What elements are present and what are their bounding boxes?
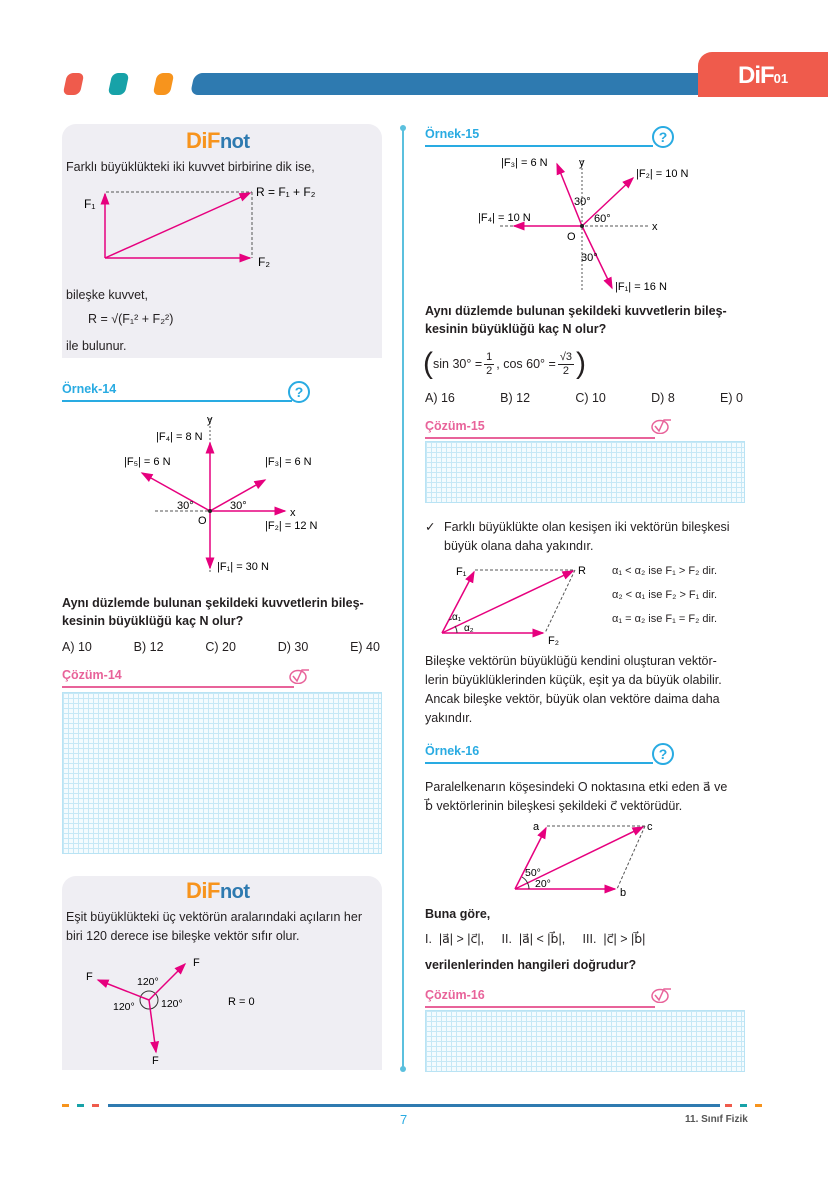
svg-text:F₂: F₂ [548, 635, 559, 647]
svg-text:|F₂| = 10 N: |F₂| = 10 N [636, 168, 689, 180]
three-vectors-diagram [62, 948, 382, 1070]
column-divider [402, 128, 404, 1070]
header-pill-teal [108, 73, 130, 95]
svg-text:|F₄| = 10 N: |F₄| = 10 N [478, 212, 531, 224]
cozum-14-underline [62, 686, 294, 688]
ornek-16-parallelogram-diagram [505, 816, 675, 900]
svg-text:|F₂| = 12 N: |F₂| = 12 N [265, 520, 318, 532]
footer-dash-red-right [725, 1104, 732, 1107]
brand-logo: DiF01 [738, 62, 789, 89]
option-d[interactable]: D) 30 [277, 640, 309, 654]
difnot-logo-2: DiFnot [186, 878, 250, 903]
svg-text:120°: 120° [113, 1001, 135, 1013]
footer-dash-teal [77, 1104, 84, 1107]
svg-text:b: b [620, 887, 627, 899]
footer-dash-orange-right [755, 1104, 762, 1107]
info-bullet-l2: büyük olana daha yakındır. [444, 539, 594, 553]
note2-text-l2: biri 120 derece ise bileşke vektör sıfır olur. [66, 929, 300, 943]
svg-text:|F₁| = 16 N: |F₁| = 16 N [615, 281, 667, 293]
svg-text:30°: 30° [177, 500, 194, 512]
ornek-14-question-l2: kesinin büyüklüğü kaç N olur? [62, 614, 244, 628]
svg-text:R = 0: R = 0 [228, 996, 255, 1008]
rule-1: α₁ < α₂ ise F₁ > F₂ dir. [612, 565, 718, 577]
svg-text:120°: 120° [161, 998, 183, 1010]
cozum-15-title: Çözüm-15 [425, 419, 485, 433]
option-e[interactable]: E) 0 [720, 391, 743, 405]
difnot-logo: DiFnot [186, 128, 250, 153]
svg-text:|F₁| = 30 N: |F₁| = 30 N [217, 561, 269, 573]
note2-text-l1: Eşit büyüklükteki üç vektörün aralarındaki açıların her [66, 910, 362, 924]
info-para-l3: Ancak bileşke vektör, büyük olan vektöre daima daha [425, 692, 720, 706]
svg-text:F: F [152, 1055, 159, 1067]
ornek-16-text-l1: Paralelkenarın köşesindeki O noktasına etki eden a⃗ ve [425, 780, 728, 794]
check-mark: ✓ [425, 520, 436, 534]
svg-text:50°: 50° [525, 867, 541, 879]
ornek-14-question-l1: Aynı düzlemde bulunan şekildeki kuvvetlerin bileş- [62, 596, 364, 610]
ornek-14-title: Örnek-14 [62, 382, 117, 396]
svg-text:O: O [567, 231, 576, 243]
svg-text:F: F [86, 971, 93, 983]
ornek-16-question: verilenlerinden hangileri doğrudur? [425, 958, 637, 972]
svg-text:x: x [652, 221, 658, 233]
svg-text:|F₃| = 6 N: |F₃| = 6 N [265, 456, 312, 468]
header-pill-red [63, 73, 85, 95]
svg-text:F: F [193, 957, 200, 969]
svg-text:O: O [198, 515, 207, 527]
footer-dash-teal-right [740, 1104, 747, 1107]
svg-text:y: y [579, 157, 585, 169]
cozum-16-underline [425, 1006, 655, 1008]
option-b[interactable]: B) 12 [500, 391, 531, 405]
cozum-16-title: Çözüm-16 [425, 988, 485, 1002]
svg-text:y: y [207, 414, 213, 426]
question-icon: ? [652, 743, 674, 765]
checkmark-icon [650, 987, 672, 1003]
svg-text:30°: 30° [574, 196, 591, 208]
buna-gore: Buna göre, [425, 907, 491, 921]
ornek-15-options [425, 391, 743, 405]
rule-2: α₂ < α₁ ise F₂ > F₁ dir. [612, 589, 718, 601]
checkmark-icon [288, 668, 310, 684]
ornek-14-force-diagram [100, 408, 340, 578]
svg-text:F₂: F₂ [258, 255, 270, 269]
info-para-l2: lerin büyüklüklerinden küçük, eşit ya da büyük olabilir. [425, 673, 722, 687]
svg-text:R: R [578, 565, 586, 577]
header-bar [190, 73, 755, 95]
divider-dot-top [400, 125, 406, 131]
option-d[interactable]: D) 8 [651, 391, 675, 405]
note1-line2: ile bulunur. [66, 339, 127, 353]
book-title: 11. Sınıf Fizik [685, 1114, 748, 1125]
page-number: 7 [400, 1112, 408, 1127]
svg-text:a: a [533, 821, 540, 833]
info-bullet-l1: Farklı büyüklükte olan kesişen iki vektörün bileşkesi [444, 520, 730, 534]
svg-text:|F₄| = 8 N: |F₄| = 8 N [156, 431, 203, 443]
ornek-16-underline [425, 762, 653, 764]
ornek-16-text-l2: b⃗ vektörlerinin bileşkesi şekildeki c⃗ vektörüdür. [425, 799, 683, 813]
ornek-15-underline [425, 145, 653, 147]
ornek-15-title: Örnek-15 [425, 127, 480, 141]
note1-intro: Farklı büyüklükteki iki kuvvet birbirine dik ise, [66, 160, 315, 174]
footer-dash-orange [62, 1104, 69, 1107]
info-para-l1: Bileşke vektörün büyüklüğü kendini oluşturan vektör- [425, 654, 717, 668]
svg-text:30°: 30° [230, 500, 247, 512]
option-a[interactable]: A) 10 [62, 640, 92, 654]
header-pill-orange [153, 73, 175, 95]
ornek-14-options [62, 640, 380, 654]
rule-3: α₁ = α₂ ise F₁ = F₂ dir. [612, 613, 718, 625]
ornek-15-question-l1: Aynı düzlemde bulunan şekildeki kuvvetlerin bileş- [425, 304, 727, 318]
note1-formula: R = √(F₁² + F₂²) [88, 312, 174, 326]
svg-text:30°: 30° [581, 252, 598, 264]
svg-text:|F₅| = 6 N: |F₅| = 6 N [124, 456, 171, 468]
svg-text:α₂: α₂ [464, 623, 474, 634]
ornek-16-statements: I. |a⃗| > |c⃗|, II. |a⃗| < |b⃗|, III. |c⃗| > |b⃗| [425, 932, 646, 946]
svg-text:x: x [290, 507, 296, 519]
cozum-14-title: Çözüm-14 [62, 668, 122, 682]
option-e[interactable]: E) 40 [350, 640, 380, 654]
question-icon: ? [652, 126, 674, 148]
trig-hint: ( sin 30° = $\frac{1}{2}$ , cos 60° = $\frac{√3}{2}$ ) [423, 347, 586, 380]
option-b[interactable]: B) 12 [133, 640, 164, 654]
note1-line1: bileşke kuvvet, [66, 288, 148, 302]
svg-text:|F₃| = 6 N: |F₃| = 6 N [501, 157, 548, 169]
svg-text:R = F₁ + F₂: R = F₁ + F₂ [256, 185, 316, 199]
solution-16-grid[interactable] [425, 1010, 745, 1072]
option-c[interactable]: C) 10 [575, 391, 606, 405]
ornek-14-underline [62, 400, 292, 402]
solution-14-grid[interactable] [62, 692, 382, 854]
parallelogram-diagram [430, 558, 600, 648]
svg-text:20°: 20° [535, 878, 551, 890]
cozum-15-underline [425, 437, 655, 439]
divider-dot-bottom [400, 1066, 406, 1072]
brand-tab [698, 52, 828, 97]
question-icon: ? [288, 381, 310, 403]
svg-text:α₁: α₁ [452, 612, 462, 623]
difnot-box-2 [62, 876, 382, 1070]
solution-15-grid[interactable] [425, 441, 745, 503]
perpendicular-vectors-diagram [62, 176, 382, 286]
footer-bar [108, 1104, 720, 1107]
svg-text:60°: 60° [594, 213, 611, 225]
difnot-box-1 [62, 124, 382, 358]
svg-text:F₁: F₁ [84, 197, 96, 211]
svg-text:F₁: F₁ [456, 566, 467, 578]
info-para-l4: yakındır. [425, 711, 473, 725]
svg-text:120°: 120° [137, 976, 159, 988]
option-c[interactable]: C) 20 [205, 640, 236, 654]
ornek-15-force-diagram [470, 150, 710, 298]
checkmark-icon [650, 418, 672, 434]
ornek-15-question-l2: kesinin büyüklüğü kaç N olur? [425, 322, 607, 336]
ornek-16-title: Örnek-16 [425, 744, 480, 758]
svg-text:c: c [647, 821, 653, 833]
footer-dash-red [92, 1104, 99, 1107]
option-a[interactable]: A) 16 [425, 391, 455, 405]
